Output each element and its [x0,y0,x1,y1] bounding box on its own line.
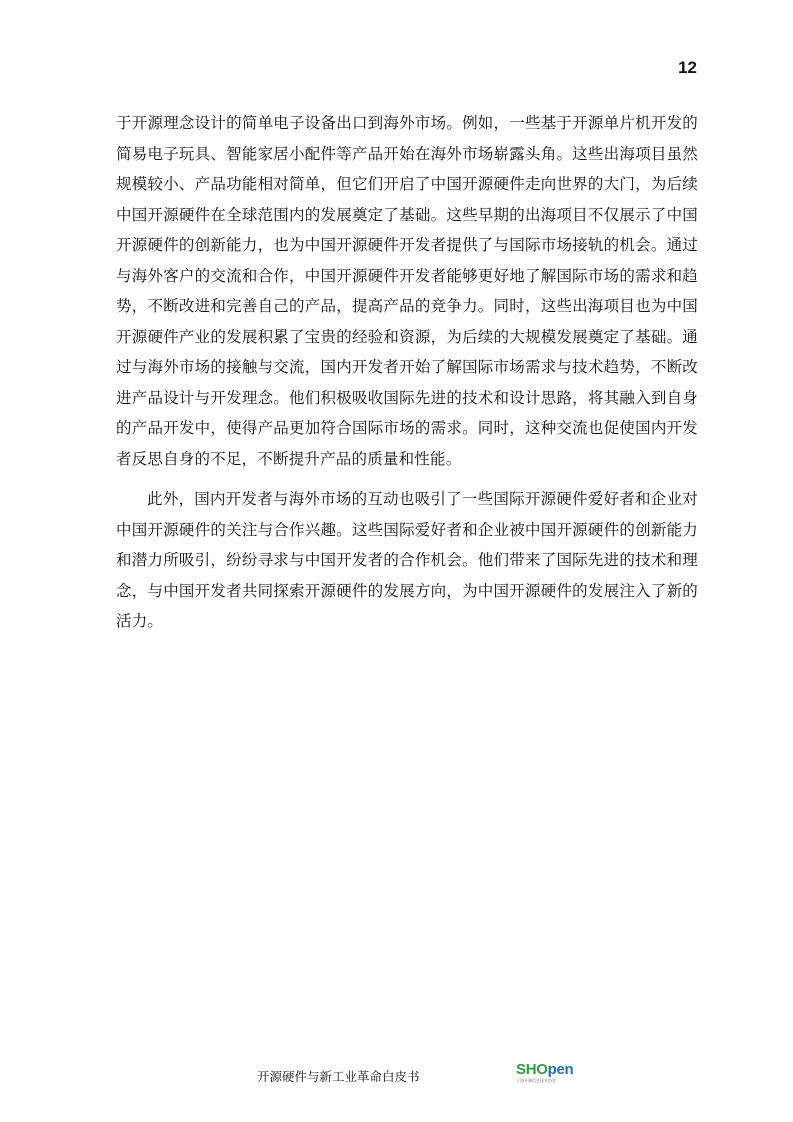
logo-wordmark [516,1062,586,1077]
logo-subtitle: 上海开源信息技术协会 [516,1078,556,1083]
page-number: 12 [678,58,697,77]
logo-text-o: O [536,1061,548,1078]
footer-title: 开源硬件与新工业革命白皮书 [257,1069,420,1084]
logo-text-pen: pen [547,1061,574,1078]
shopen-logo [516,1062,586,1084]
paragraph-1: 于开源理念设计的简单电子设备出口到海外市场。例如，一些基于开源单片机开发的简易电子玩具、智能家居小配件等产品开始在海外市场崭露头角。这些出海项目虽然规模较小、产品功能相对简单，但它们开启了中国开源硬件走向世界的大门，为后续中国开源硬件在全球范围内的发展奠定了基础。这些早期的出海项目不仅展示了中国开源硬件的创新能力，也为中国开源硬件开发者提供了与国际市场接轨的机会。通过与海外客户的交流和合作，中国开源硬件开发者能够更好地了解国际市场的需求和趋势，不断改进和完善自己的产品，提高产品的竞争力。同时，这些出海项目也为中国开源硬件产业的发展积累了宝贵的经验和资源，为后续的大规模发展奠定了基础。通过与海外市场的接触与交流，国内开发者开始了解国际市场需求与技术趋势，不断改进产品设计与开发理念。他们积极吸收国际先进的技术和设计思路，将其融入到自身的产品开发中，使得产品更加符合国际市场的需求。同时，这种交流也促使国内开发者反思自身的不足，不断提升产品的质量和性能。 [116,114,698,468]
paragraph-2: 此外，国内开发者与海外市场的互动也吸引了一些国际开源硬件爱好者和企业对中国开源硬件的关注与合作兴趣。这些国际爱好者和企业被中国开源硬件的创新能力和潜力所吸引，纷纷寻求与中国开发者的合作机会。他们带来了国际先进的技术和理念，与中国开发者共同探索开源硬件的发展方向，为中国开源硬件的发展注入了新的活力。 [116,490,698,630]
body-text [116,108,698,647]
logo-text-sh: SH [516,1061,537,1078]
